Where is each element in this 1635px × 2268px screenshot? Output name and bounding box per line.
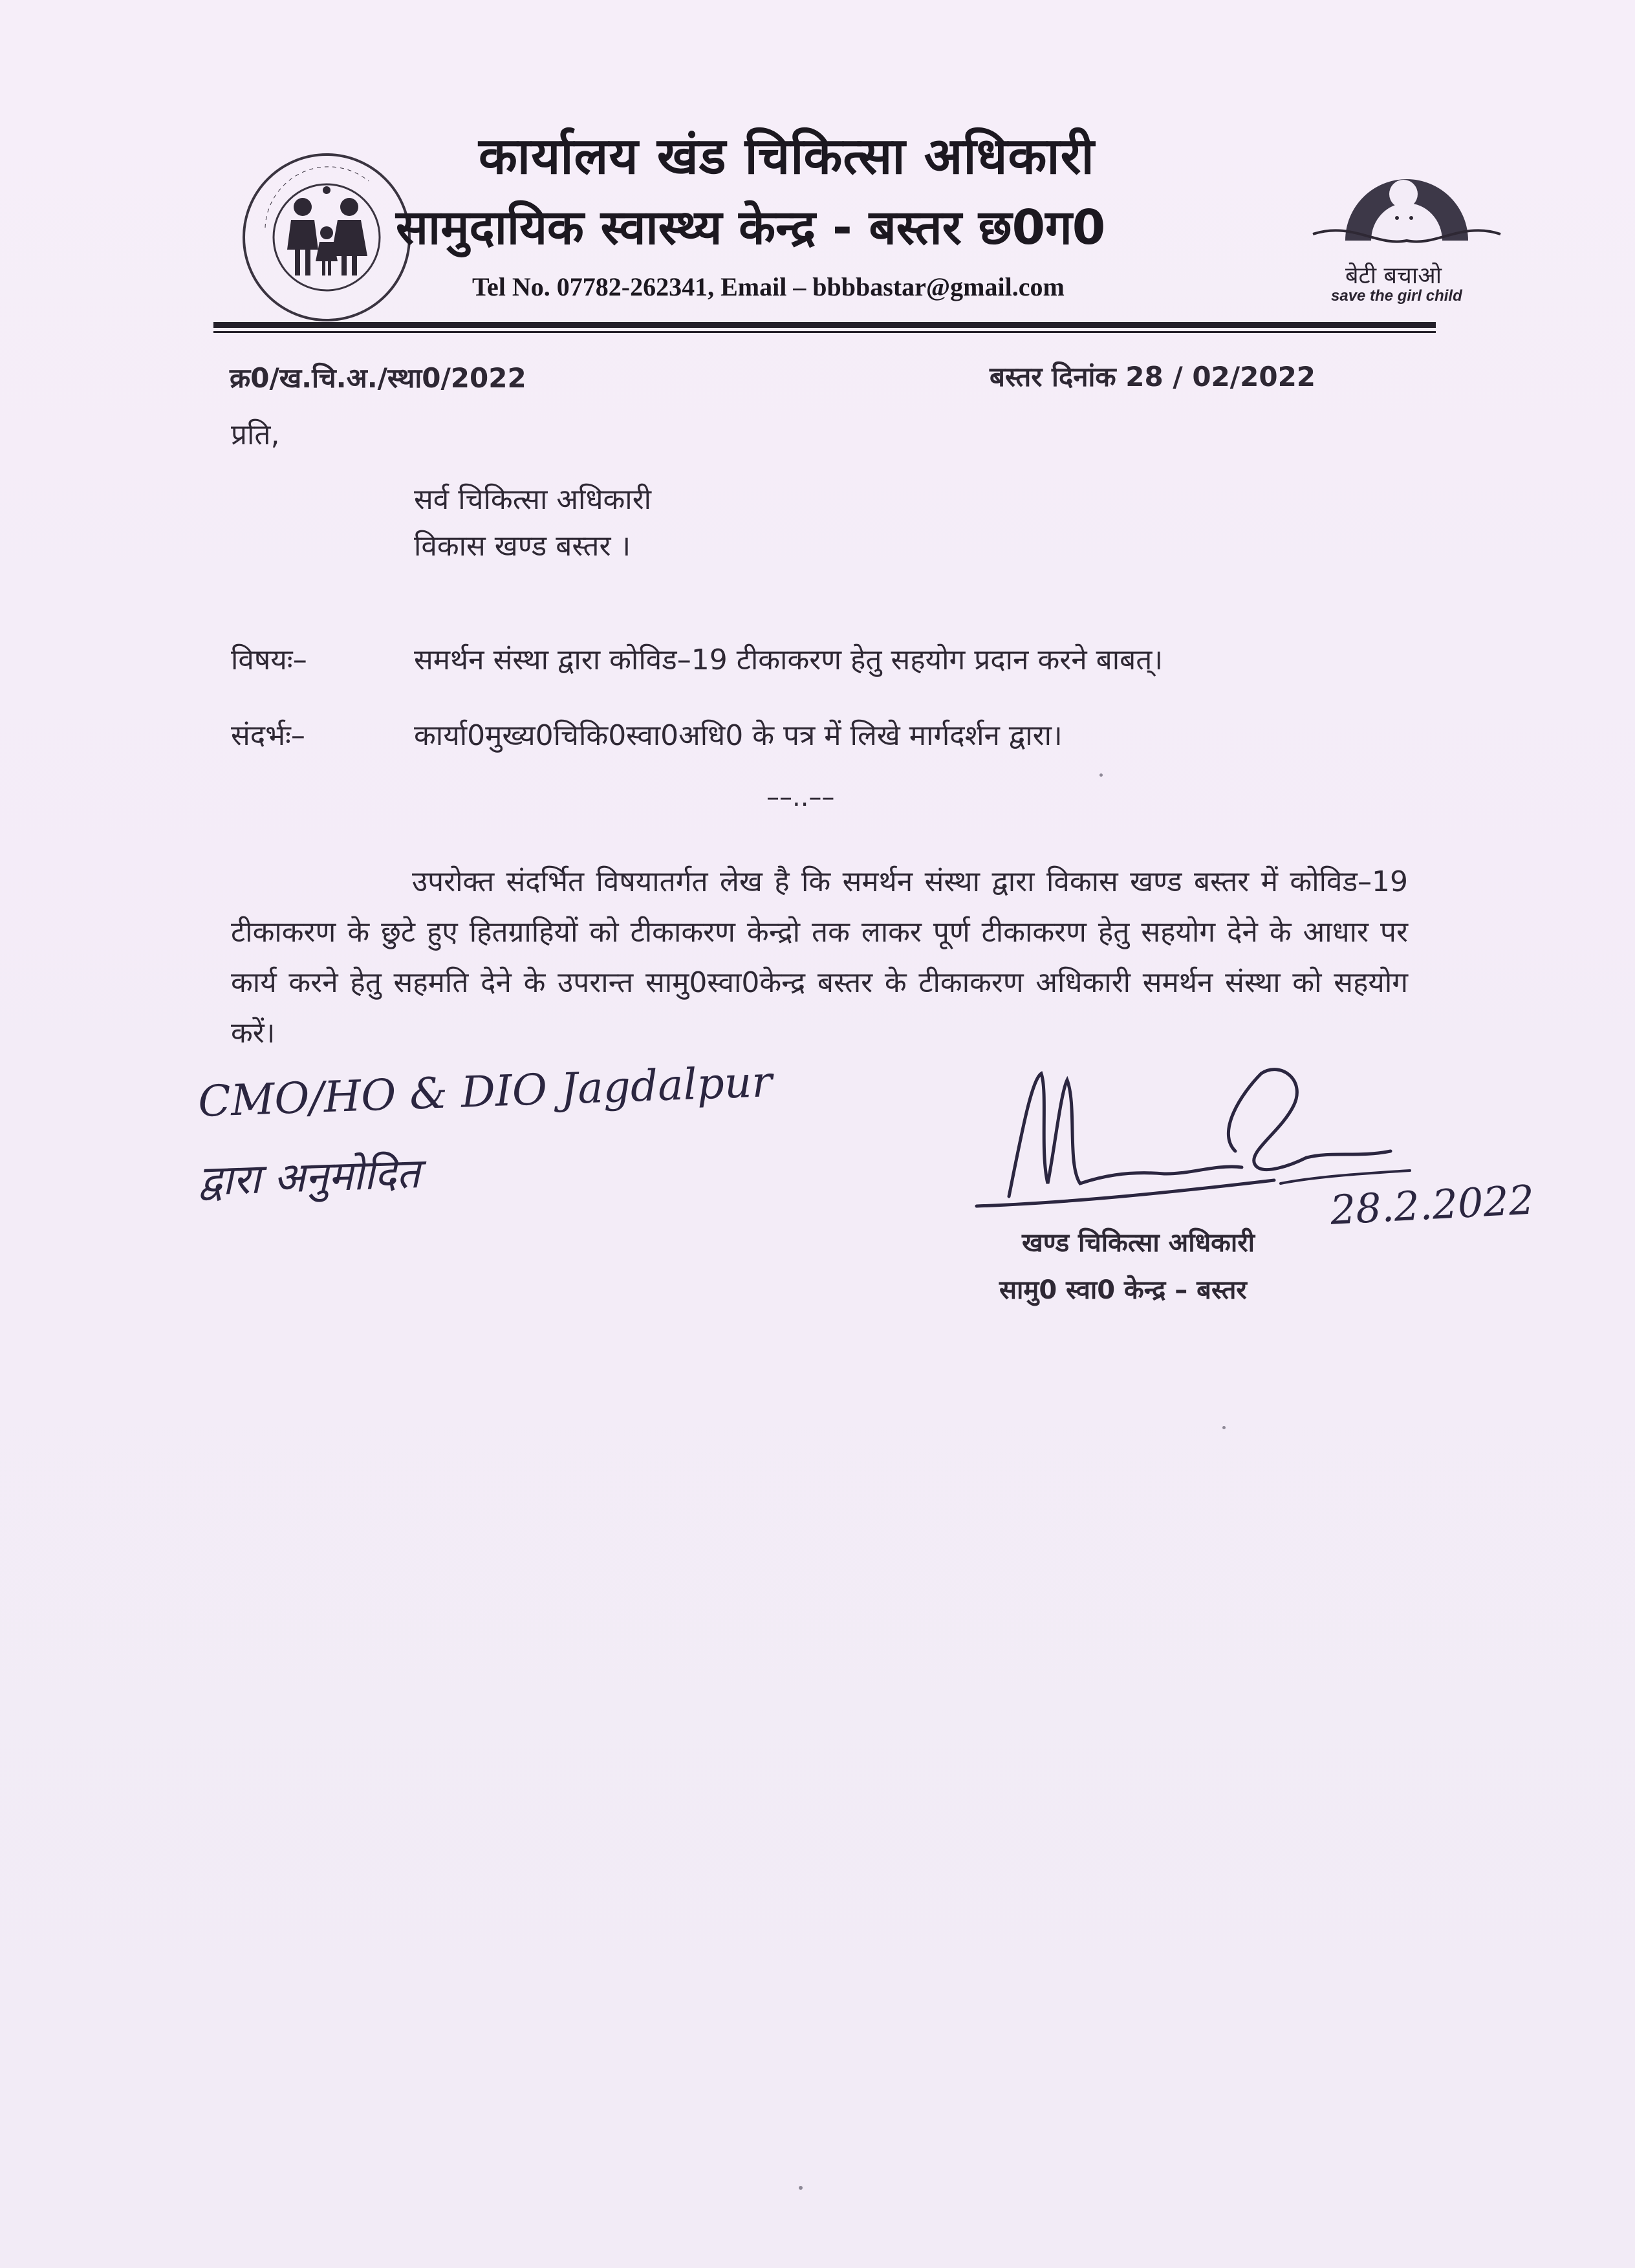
header-rule-thin bbox=[213, 331, 1436, 333]
handwritten-approval-line-1: CMO/HO & DIO Jagdalpur bbox=[197, 1057, 774, 1127]
contact-line: Tel No. 07782-262341, Email – bbbbastar@gmail.com bbox=[472, 272, 1065, 301]
handwritten-date: 28.2.2022 bbox=[1329, 1176, 1535, 1234]
reference-number: क्र0/ख.चि.अ./स्था0/2022 bbox=[230, 362, 526, 394]
scan-speck bbox=[1222, 1426, 1226, 1429]
scan-speck bbox=[799, 2186, 803, 2190]
separator: ––..–– bbox=[766, 783, 835, 812]
subject-label: विषयः– bbox=[231, 643, 307, 676]
girl-child-hindi-caption: बेटी बचाओ bbox=[1345, 263, 1442, 289]
office-title: कार्यालय खंड चिकित्सा अधिकारी bbox=[479, 127, 1095, 186]
nrhm-family-logo bbox=[239, 150, 414, 325]
signatory-office: सामु0 स्वा0 केन्द्र – बस्तर bbox=[999, 1275, 1247, 1305]
office-subtitle: सामुदायिक स्वास्थ्य केन्द्र - बस्तर छ0ग0 bbox=[396, 200, 1106, 255]
reference-label: संदर्भः– bbox=[231, 719, 305, 752]
scan-speck bbox=[1099, 773, 1103, 777]
girl-child-english-caption: save the girl child bbox=[1331, 287, 1462, 305]
recipient-line-1: सर्व चिकित्सा अधिकारी bbox=[414, 483, 652, 516]
handwritten-approval-line-2: द्वारा अनुमोदित bbox=[197, 1150, 421, 1205]
header-rule-thick bbox=[213, 322, 1436, 328]
subject-text: समर्थन संस्था द्वारा कोविड–19 टीकाकरण हेतु सहयोग प्रदान करने बाबत्। bbox=[414, 643, 1164, 676]
reference-text: कार्या0मुख्य0चिकि0स्वा0अधि0 के पत्र में लिखे मार्गदर्शन द्वारा। bbox=[414, 719, 1063, 752]
recipient-line-2: विकास खण्ड बस्तर । bbox=[414, 530, 631, 563]
signatory-title: खण्ड चिकित्सा अधिकारी bbox=[1022, 1228, 1255, 1258]
letter-body: उपरोक्त संदर्भित विषयातर्गत लेख है कि समर्थन संस्था द्वारा विकास खण्ड बस्तर में कोविड–19 टीकाकरण के छुटे हुए हितग्राहियों को टीकाकरण केन्द्रो तक लाकर पूर्ण टीकाकरण हेतु सहयोग देने के आधार पर कार्य करने हेतु सहमति देने के उपरान्त सामु0स्वा0केन्द्र बस्तर के टीकाकरण अधिकारी समर्थन संस्था को सहयोग करें। bbox=[231, 865, 1408, 1050]
to-label: प्रति, bbox=[231, 418, 280, 451]
letter-date: बस्तर दिनांक 28 / 02/2022 bbox=[990, 361, 1316, 393]
